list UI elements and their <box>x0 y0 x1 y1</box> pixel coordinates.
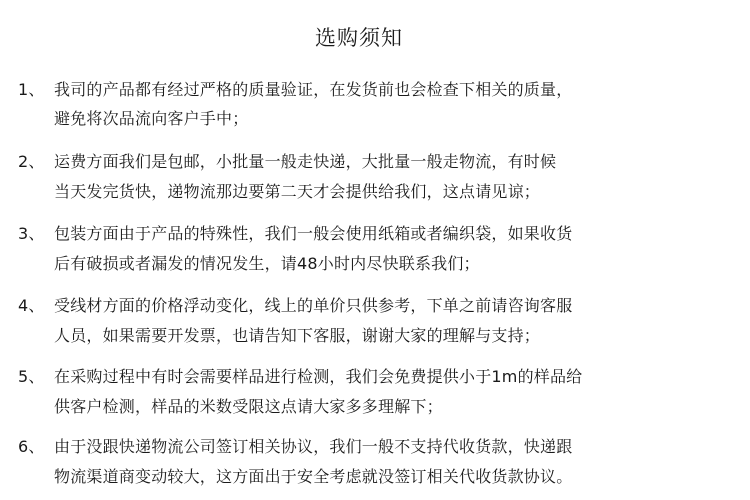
notice-item-5-line-1 <box>18 367 582 387</box>
notice-item-3-number: 3、 <box>18 224 45 243</box>
notice-item-2-number: 2、 <box>18 152 45 171</box>
notice-item-6-line-2: 物流渠道商变动较大，这方面出于安全考虑就没签订相关代收货款协议。 <box>54 467 573 486</box>
notice-item-3-line-2: 后有破损或者漏发的情况发生，请48小时内尽快联系我们； <box>54 254 480 273</box>
notice-item-5-text-1: 在采购过程中有时会需要样品进行检测，我们会免费提供小于1m的样品给 <box>54 367 583 386</box>
notice-item-4-line-1 <box>18 296 572 316</box>
notice-item-6-line-1 <box>18 437 572 457</box>
notice-item-5-number: 5、 <box>18 367 45 386</box>
notice-item-3-text-1: 包装方面由于产品的特殊性，我们一般会使用纸箱或者编织袋，如果收货 <box>54 224 573 243</box>
page-title: 选购须知 <box>315 26 403 50</box>
notice-item-1-number: 1、 <box>18 80 45 99</box>
notice-item-3-line-1 <box>18 224 572 244</box>
notice-item-2-line-2: 当天发完货快，递物流那边要第二天才会提供给我们，这点请见谅； <box>54 182 541 201</box>
notice-item-2-line-1 <box>18 152 556 172</box>
notice-item-1-text-1: 我司的产品都有经过严格的质量验证，在发货前也会检查下相关的质量， <box>54 80 573 99</box>
notice-item-1-line-2: 避免将次品流向客户手中； <box>54 109 249 128</box>
notice-item-5-line-2: 供客户检测，样品的米数受限这点请大家多多理解下； <box>54 397 443 416</box>
notice-item-4-text-1: 受线材方面的价格浮动变化，线上的单价只供参考，下单之前请咨询客服 <box>54 296 573 315</box>
notice-item-4-line-2: 人员，如果需要开发票，也请告知下客服，谢谢大家的理解与支持； <box>54 326 541 345</box>
notice-item-1-line-1 <box>18 80 572 100</box>
notice-item-6-number: 6、 <box>18 437 45 456</box>
notice-item-4-number: 4、 <box>18 296 45 315</box>
notice-item-2-text-1: 运费方面我们是包邮，小批量一般走快递，大批量一般走物流，有时候 <box>54 152 557 171</box>
notice-item-6-text-1: 由于没跟快递物流公司签订相关协议，我们一般不支持代收货款，快递跟 <box>54 437 573 456</box>
